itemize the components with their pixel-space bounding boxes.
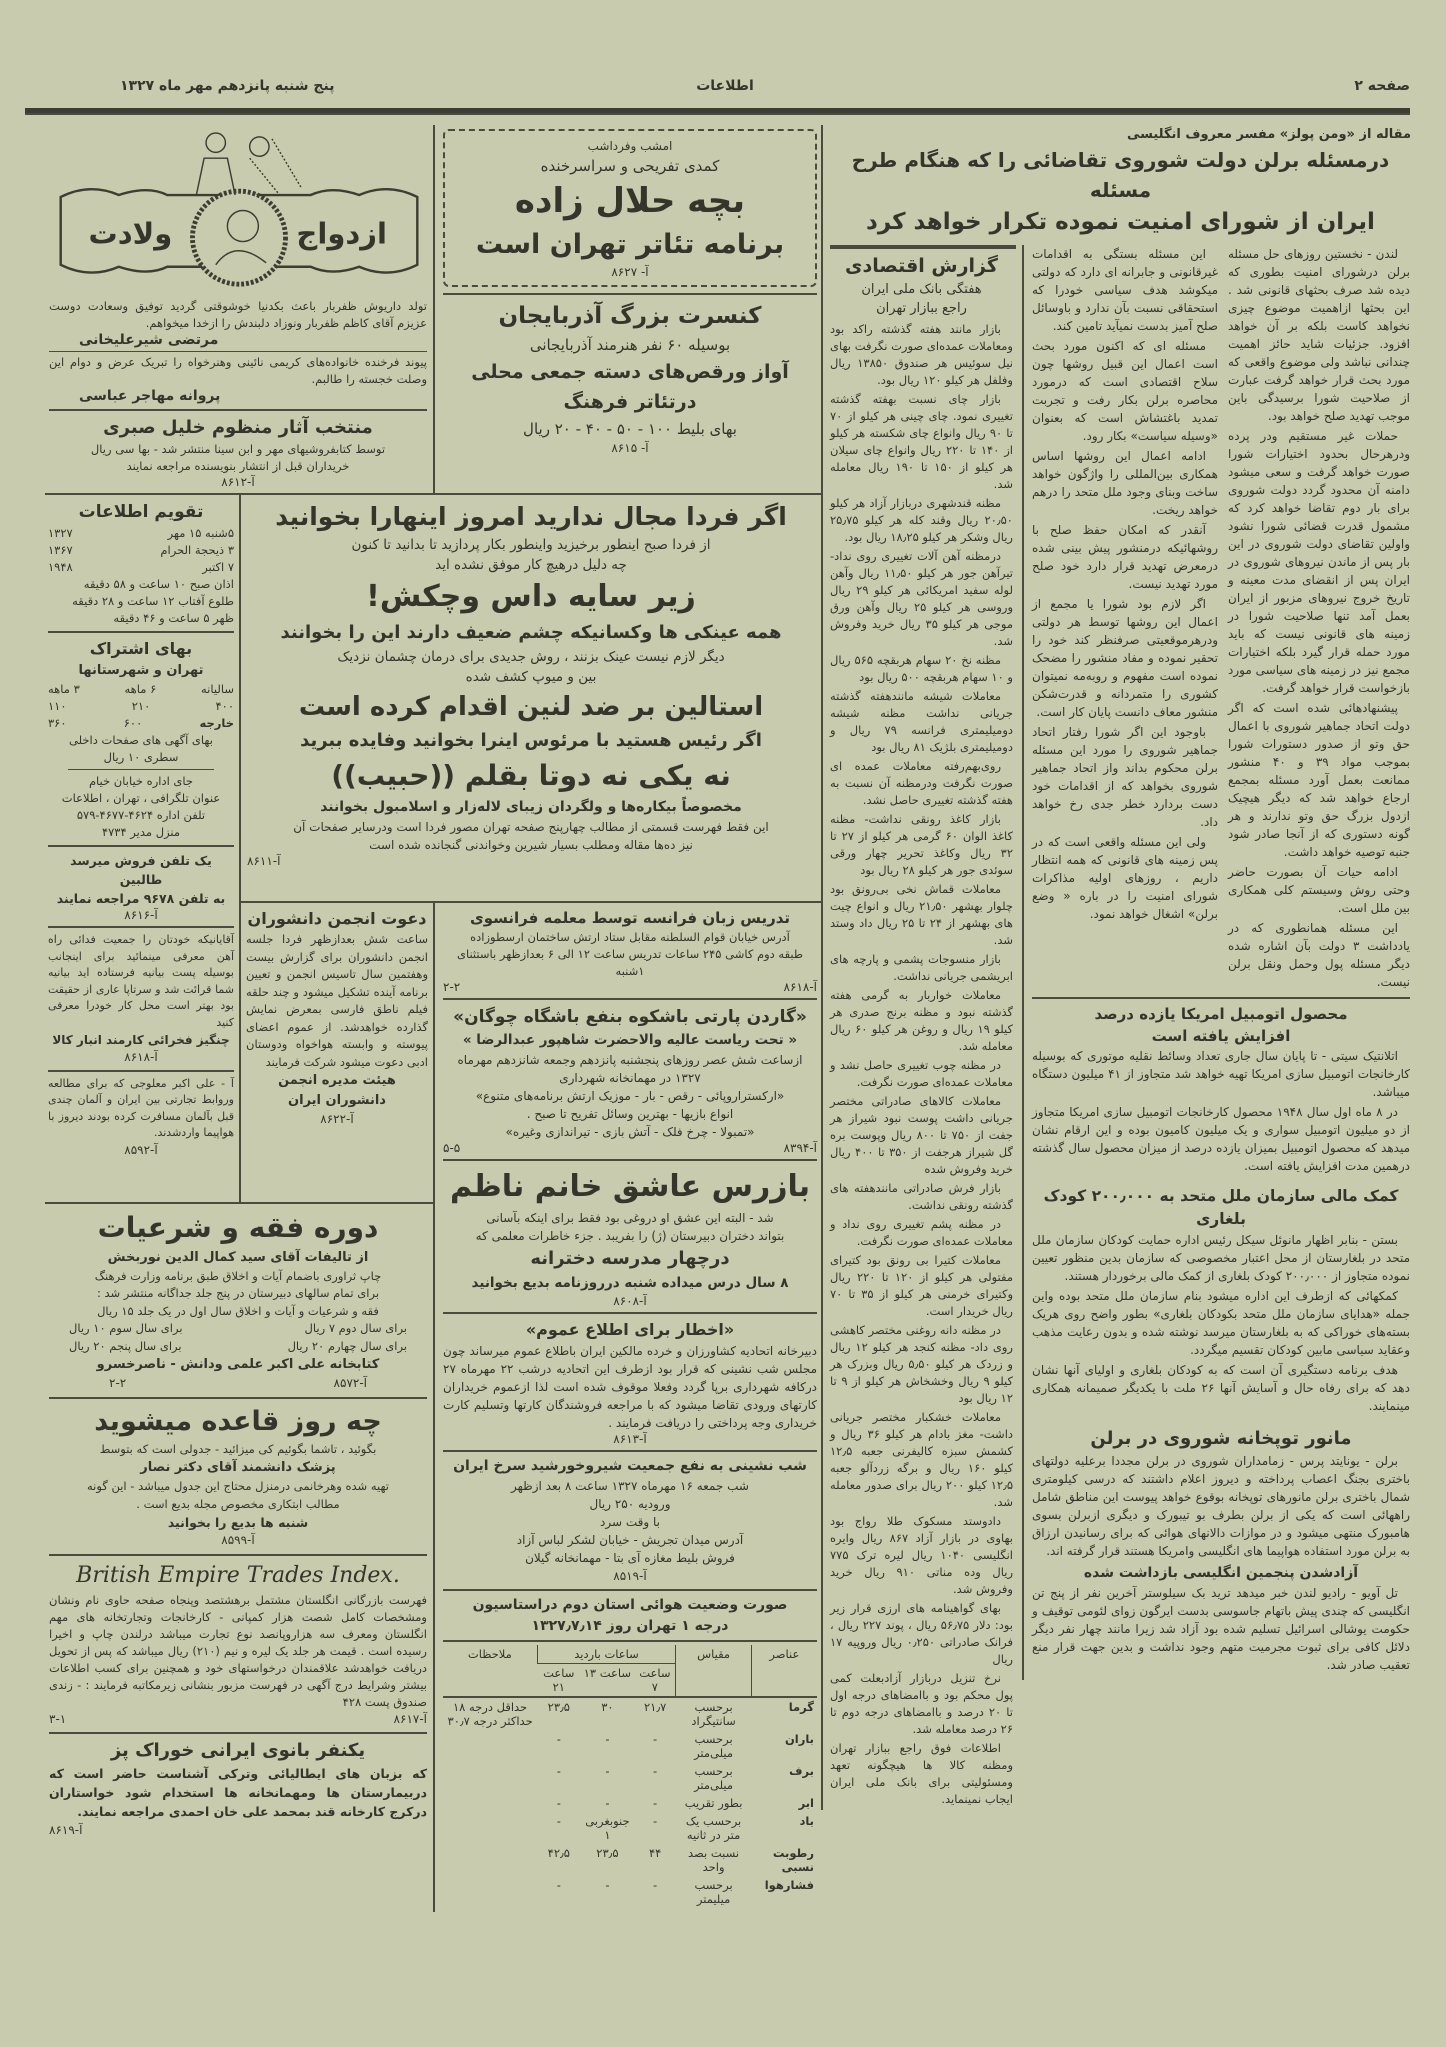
ad-french [443,903,817,998]
paragraph: تل آویو - رادیو لندن خبر میدهد ترید بک سیلوستر آخرین نفر از پنج تن انگلیسی که چندی پیش باتهام جاسوسی بدست ایرگون زوای لئومی توقیف و حکومت یوشالی اسرائیل تسلیم شده بود آزاد شد زیرا مانند چهار نفر دیگر دلائل کافی برای ثبوت مجرمیت متهم وجود نداشت و بدین جهت قرار منع تعقیب صادر شد. [1032,1586,1410,1672]
middle-lower-area [435,901,821,1912]
col-header: عناصر [751,1645,817,1697]
paragraph: بستن - بنابر اظهار مانوئل سیکل رئیس اداره حمایت کودکان سازمان ملل متحد در بلغارستان از محل اعتبار مخصوصی که سازمان بدین منظور تعیین نموده متجاوز از ۲۰۰٫۰۰۰ کودک بلغاری از کمک مالی برخوردار هستند. [1032,1233,1410,1283]
lead-article-body [1032,245,1410,993]
paragraph: ولی این مسئله واقعی است که در پس زمینه های قانونی که همه انتظار داریم ، روزهای اولیه مذاکرات شورای امنیت را در باره « وضع برلن» اشغال خواهد نمود. [1032,835,1218,921]
ad-title: British Empire Trades Index. [76,1562,400,1588]
ad-text: این فقط فهرست قسمتی از مطالب چهارپنج صفحه تهران مصور فردا است ودرسایر صفحات آن [293,820,769,834]
ad-text: بتواند دختران دبیرستان (ژ) را بفریبد . جزء خاطرات معلمی که [475,1229,785,1244]
ad-price-text: سطری ۱۰ ریال [103,750,179,764]
paragraph: اطلاعات فوق راجع ببازار تهران ومظنه کالا ها هیچگونه تعهد ومسئولیتی برای بانک ملی ایران ایجاب نمینماید. [830,1741,1013,1806]
ad-code: آ-۸۶۱۳ [613,1432,647,1447]
notice-signature: مرتضی شیرعلیخانی [79,332,219,348]
weather-cell: ۲۳٫۵ [596,1846,619,1861]
ad-text: فقه و شرعیات و آیات و اخلاق سال اول در یک جلد ۱۵ ریال [97,1303,379,1318]
weather-cell: جنوبغربی ۱ [585,1814,630,1843]
paragraph: در مظنه دانه روغنی مختصر کاهشی روی داد- مظنه کنجد هر کیلو ۱۲ ریال و زردک هر کیلو ۵٫۵۰ ریال وبزرک هر کیلو ۹ ریال وخشخاش هر کیلو از ۹ تا ۱۲ ریال بود [830,1323,1013,1405]
calendar-cell: ۳ ذیحجة الحرام [160,543,234,557]
paragraph: بهای گواهینامه های ارزی قرار زیر بود: دلار ۵۶٫۷۵ ریال ، پوند ۲۲۷ ریال ، فرانک صادراتی ۰٫۲۵۰ ریال وروپیه ۱۷ ریال [830,1601,1014,1666]
paragraph: معاملات خواربار به گرمی هفته گذشته نبود و مظنه برنج صدری هر کیلو ۱۹ ریال و روغن هر کیلو ۶۰ ریال معامله شد. [830,988,1013,1053]
ad-code: آ-۸۳۹۴ [783,1141,817,1156]
ad-text: شنبه ها بدیع را بخوانید [167,1515,309,1530]
congrats-notices [49,298,427,405]
ad-cook [49,1732,427,1844]
ad-run: ۳-۱ [49,1711,67,1726]
ad-run: ۵-۵ [443,1141,461,1156]
weather-cell: ۳۰ [601,1700,614,1715]
subscription-col: ۳ ماهه [48,682,80,696]
ad-title: بچه حلال زاده [514,181,746,221]
ad-text: کمدی تفریحی و سراسرخنده [540,157,720,175]
weather-cell: - [556,1764,561,1779]
notice-ali [48,1070,234,1163]
price-label: خارجه [199,716,234,730]
paragraph: در مظنه چوب تغییری حاصل نشد و معاملات عمده‌ای صورت نگرفت. [830,1058,1013,1089]
ad-code: آ-۸۶۱۱ [247,854,281,868]
notice-text: آ - علی اکبر معلوجی که برای مطالعه وروابط تجارتی بین ایران و آلمان چندی قبل بآلمان مسافرت کرده بودند دیروز با هواپیما واردشدند. [48,1076,234,1139]
paragraph: کمکهائی که ازطرف این اداره میشود بنام سازمان ملل متحد بوده واین جمله «هدایای سازمان ملل متحد بکودکان بلغاری» بطور واضح روی هریک بسته‌های خوراکی که به بلغارستان میرسد نوشته شده و بدون رعایت مذهب وعقاید سیاسی مابین کودکان تقسیم میگردد. [1032,1289,1410,1357]
calendar-cell: ۱۹۴۸ [48,560,73,574]
subscription-col: سالیانه [201,682,234,696]
article-headline: کمک مالی سازمان ملل متحد به ۲۰۰٫۰۰۰ کودک بلغاری [1043,1187,1399,1228]
ad-text: از فردا صبح اینطور برخیزید واینطور بکار پردازید تا بدانید تا کنون [351,537,711,553]
ad-text: طبقه دوم کاشی ۲۴۵ ساعات تدریس ساعت ۱۲ الی ۶ بعدازظهر باستثنای ۱شنبه [456,947,804,979]
ad-text: دبیرخانه اتحادیه کشاورزان و خرده مالکین ایران باطلاع عموم میرساند چون مجلس شب نشینی که قرار بود ازطرف این اتحادیه درشب ۲۲ مهرماه ۲۷ درکافه شهرداری برپا گردد وفعلا موقوف شده است لذا ازعموم خریداران کارتهای ورودی تقاضا میشود که با مراجعه فروشندگان کارتها وتسلیم کارت خریداری وجه پرداختی را دریافت فرمایند . [443,1344,817,1431]
ad-text: بین و میوپ کشف شده [465,669,597,685]
ad-code: آ-۸۶۱۲ [221,475,255,489]
ad-title: شب نشینی به نفع جمعیت شیروخورشید سرخ ایران [453,1458,807,1475]
weather-title: صورت وضعیت هوائی استان دوم دراستاسیون [472,1597,788,1614]
un-aid-article [1032,1181,1410,1421]
ad-text: « تحت ریاست عالیه والاحضرت شاهپور عبدالرضا » [462,1032,798,1049]
paragraph: معاملات شیشه مانندهفته گذشته جریانی نداشت مظنه شیشه دومیلیمتری فرانسه ۷۹ ریال و دومیلیمتری بلژیک ۸۱ ریال بود [830,689,1013,754]
ad-seller: کتابخانه علی اکبر علمی ودانش - ناصرخسرو [96,1357,380,1372]
ad-text: «ارکستراروپائی - رقص - بار - موزیک ارتش برنامه‌های متنوع» [475,1089,785,1104]
ad-garden-party [443,998,817,1159]
ad-inspector [443,1159,817,1312]
subscription-col: ۶ ماهه [124,682,157,696]
weather-cell: - [653,1814,658,1829]
ad-title: اگر رئیس هستید با مرئوس اینرا بخوانید وفایده ببرید [300,730,762,751]
weather-cell [443,1762,537,1794]
office-telegraph: عنوان تلگرافی ، تهران ، اطلاعات [61,791,221,805]
ad-text: بگوئید ، تاشما بگوئیم کی میزائید - جدولی است که بتوسط [99,1441,377,1456]
ad-code: آ-۸۵۷۲ [333,1376,367,1390]
ad-poems [49,409,427,493]
ad-title: «اخطار برای اطلاع عموم» [525,1320,735,1340]
calendar-row [48,542,234,559]
weather-cell: - [605,1732,610,1747]
weather-cell: برحسب میلی‌متر [694,1764,734,1793]
weather-cell: - [556,1814,561,1829]
ad-code: آ-۸۶۱۹ [49,1822,83,1837]
ad-title: استالین بر ضد لنین اقدام کرده است [298,692,764,722]
right-column [1022,245,1410,1680]
ad-text: خریداران قبل از انتشار بنویسنده مراجعه نمایند [126,459,350,473]
wedding-birth-banner [49,125,427,409]
paragraph: بازار کاغذ رونقی نداشت- مظنه کاغذ الوان ۶۰ گرمی هر کیلو از ۲۷ تا ۳۲ ریال وکاغذ تحریر چهار ورقی سوئدی جور هر کیلو ۲۸ ریال بود [830,812,1013,877]
col-header: مقیاس [676,1645,751,1697]
ad-british-trades [49,1554,427,1732]
ad-title: نه یکی نه دوتا بقلم ((حبیب)) [331,759,731,792]
paragraph: در مظنه پشم تغییری روی نداد و معاملات عمده‌ای صورت نگرفت. [830,1217,1013,1248]
ad-text: ازساعت شش عصر روزهای پنجشنبه پانزدهم وجمعه شانزدهم مهرماه [457,1053,803,1068]
weather-row [443,1697,817,1730]
ad-title: همه عینکی ها وکسانیکه چشم ضعیف دارند این را بخوانند [280,622,782,643]
weather-cell: رطوبت نسبی [772,1846,814,1875]
ad-text: که بزبان های ایطالیائی وترکی آشناست حاضر است که دربیمارستان ها ومهمانخانه ها استخدام شود خواستاران درکرج کارخانه قند بمحمد علی خان احمدی مراجعه نمایند. [49,1765,427,1819]
office-address: جای اداره خیابان خیام [88,774,194,788]
ad-title: دوره فقه و شرعیات [97,1210,379,1244]
subscription-region: تهران و شهرستانها [78,663,204,678]
weather-cell: حداقل درجه ۱۸ حداکثر درجه ۳۰٫۷ [447,1700,533,1729]
paper-name: اطلاعات [696,78,754,94]
weather-cell: بطور تقریب [684,1796,743,1811]
banner-word: ازدواج [296,216,388,251]
weather-cell: برحسب میلی‌متر [694,1732,734,1761]
weather-cell: - [605,1796,610,1811]
weather-cell [443,1876,537,1908]
article-headline: محصول اتومبیل امریکا یازده درصد [1094,1005,1348,1023]
weather-cell: - [556,1796,561,1811]
paragraph: این مسئله همانطوری که در یادداشت ۳ دولت بآن اشاره شده دیگر مسئله پول وحمل ونقل برلن نیست. [1228,921,1410,989]
paragraph: معاملات خشکبار مختصر جریانی داشت- مغز بادام هر کیلو ۳۶ ریال و کشمش سبزه کالیفرنی جعبه ۱۲٫۵ کیلو ۱۶۰ ریال و برگه زردآلو جعبه ۱۲٫۵ کیلو ۲۰۰ ریال برای صدور معامله شد. [830,1410,1014,1509]
paragraph: پیشنهادهائی شده است که اگر دولت اتحاد جماهیر شوروی با اعمال حق وتو از صدور دستورات شورا بموجب مواد ۳۹ و ۴۰ منشور ممانعت بعمل آورد مسئله بمجمع ارجاع خواهد شد که دیگر هیچیک ازدول بزرگ حق وتو ندارند و هر گونه دستوری که از آنجا صادر شود جنبه توصیه خواهد داشت. [1228,701,1410,859]
ad-text: چاپ ثراوری باضمام آیات و اخلاق طبق برنامه وزارت فرهنگ [94,1268,382,1283]
paragraph: مسئله ای که اکنون مورد بحث است اعمال این قبیل روشها چون سلاح اقتصادی است که درمورد محاصره برلن بکار رفت و تجربت تمدید باغتشاش است که بعنوان «وسیله سیاست» بکار رود. [1032,339,1218,443]
col-header: ملاحظات [443,1645,537,1697]
ad-text: چه دلیل درهیچ کار موفق نشده اید [435,557,627,573]
weather-cell: - [653,1732,658,1747]
paragraph: ادامه اعمال این روشها اساس همکاری بین‌المللی را واژگون خواهد ساخت وبنای وجود ملل متحد را درهم خواهد ریخت. [1032,449,1218,517]
ad-title: کنسرت بزرگ آذربایجان [498,303,762,329]
calendar-cell: ۱۳۶۷ [48,543,73,557]
col-header: ساعات باردید [537,1645,676,1664]
ad-code: آ-۸۶۲۲ [320,1112,354,1127]
calendar-row [48,559,234,576]
col-header: ساعت ۲۱ [537,1664,580,1698]
ad-fiqh [49,1204,427,1397]
article-headline: مانور توپخانه شوروی در برلن [1090,1428,1352,1449]
price: ۴۰۰ [215,699,234,713]
bride-icon [250,137,269,156]
paragraph: بازار منسوجات پشمی و پارچه های ابریشمی جریانی نداشت. [830,952,1013,983]
report-subtitle: هفتگی بانک ملی ایران [861,282,982,297]
report-body [830,321,1013,1808]
ad-title: اگر فردا مجال ندارید امروز اینهارا بخوانید [275,502,787,531]
weather-cell [443,1794,537,1812]
ad-text: پزشک دانشمند آقای دکتر نصار [140,1460,336,1475]
left-bottom-area [45,1202,435,1913]
weather-cell [443,1730,537,1762]
ad-title: درچهار مدرسه دخترانه [530,1248,730,1270]
ad-text: یک تلفن فروش میرسد طالبین [70,853,212,887]
ad-run: ۲-۲ [109,1376,127,1390]
ad-text: «تمبولا - چرخ فلک - آتش بازی - تیراندازی وغیره» [505,1125,755,1140]
autos-article [1032,997,1410,1181]
paragraph: آنقدر که امکان حفظ صلح با روشهائیکه درمنشور پیش بینی شده درمعرض تهدید قرار دارد خود صلح مورد تهدید نیست. [1032,523,1218,591]
left-middle-columns [45,125,821,1912]
weather-row [443,1844,817,1876]
paragraph: دادوستد مسکوک طلا رواج بود بهاوی در بازار آزاد ۸۶۷ ریال وایره انگلیسی ۱۰۴۰ ریال لیره ترک ۷۷۵ ریال وده مناتی ۹۱۰ ریال خرید وفروش شد. [830,1514,1013,1596]
weather-cell [443,1812,537,1844]
weather-cell: باد [799,1814,814,1829]
ad-code: آ-۸۶۱۶ [124,908,158,922]
ad-text: آدرس خیابان قوام السلطنه مقابل ستاد ارتش ساختمان ارسطوزاده [470,930,790,945]
notice-text: پیوند فرخنده خانواده‌های کریمی نائینی وهنرخواه را تبریک عرض و دوام این وصلت خجسته را طالبم. [49,351,427,388]
notice-text: آقایانیکه خودتان را جمعیت فدائی راه آهن معرفی مینمائید برای اینجانب بوسیله پست بیانیه فرستاده اید بیانیه شما قرائت شد و سرتاپا عاری از حقیقت بود بهتر است محل کار خودرا معرفی کنید [48,933,234,1029]
weather-cell: ۴۴ [648,1846,662,1861]
weather-cell [443,1844,537,1876]
weather-cell: ۴۲٫۵ [547,1846,570,1861]
calendar-cell: ۱۳۲۷ [48,526,73,540]
ad-text: مخصوصاً بیکاره‌ها و ولگردان زیبای لاله‌زار و اسلامبول بخوانند [320,799,742,815]
price: ۱۱۰ [48,699,67,713]
ad-price: بهای بلیط ۱۰۰ - ۵۰ - ۴۰ - ۲۰ ریال [523,420,737,438]
masthead [40,78,1410,102]
ad-text: انواع بازیها - بهترین وسائل تفریح تا صبح . [526,1107,734,1122]
ad-code: آ-۸۵۹۹ [221,1533,255,1547]
ad-code: آ-۸۵۹۲ [124,1142,158,1157]
ad-text: ورودیه ۲۵۰ ریال [589,1497,671,1512]
article-headline: افزایش یافته است [1151,1027,1291,1045]
ad-text: آواز ورقص‌های دسته جمعی محلی [471,361,789,383]
weather-report [443,1589,817,1912]
ad-title: زیر سایه داس وچکش! [366,579,696,614]
ad-code: آ- ۸۶۱۵ [611,441,649,455]
paragraph: در ۸ ماه اول سال ۱۹۴۸ محصول کارخانجات اتومبیل سازی امریکا متجاوز از دو میلیون اتومبیل سواری و یک میلیون کامیون بوده و این ارقام نشان میدهد که محصول اتومبیل بمیزان یازده درصد از میزان محصول سال گذشته درهمین مدت افزایش یافته است. [1032,1105,1410,1173]
paragraph: مظنه نخ ۲۰ سهام هربقچه ۵۶۵ ریال و ۱۰ سهام هربقچه ۵۰۰ ریال بود [830,653,1013,684]
ad-text: امشب وفرداشب [587,139,673,153]
weather-cell: - [653,1764,658,1779]
left-small-boxes [45,493,241,1202]
lead-article-col-right [1228,245,1410,993]
paragraph: نرخ تنزیل دربازار آزادبعلت کمی پول محکم بود و باامضاهای درجه اول تا ۲۰ درصد و باامضاهای درجه دوم تا ۲۶ درصد معامله شد. [830,1671,1013,1736]
lead-article-col-left [1032,245,1218,993]
ad-code: آ-۸۶۰۸ [613,1294,647,1309]
price: برای سال پنجم ۲۰ ریال [69,1338,182,1353]
paragraph: لندن - نخستین روزهای حل مسئله برلن درشورای امنیت بطوری که دیده شد صرف بحثهای قانونی شد . این بحثها ازاهمیت موضوع چیزی نخواهد کاست بلکه بر آن خواهد افزود. جزئیات شاید حائز اهمیت چندانی نباشد ولی موضوع واقعی که مورد بحث قرار خواهد گرفت عبارت از صلاحیت شورا برسیدگی باین موجب تهدید صلح خواهد بود. [1228,247,1410,423]
ad-text: فهرست بازرگانی انگلستان مشتمل برهشتصد وپنجاه صفحه حاوی نام ونشان ومشخصات کامل شصت هزار کمپانی - کارخانجات وتجارتخانه های مهم انگلستان ومعرف سه هزاروپانصد نوع تجارت میباشد درلندن چاپ و اخیرا رسیده است . قیمت هر جلد یک لیره و نیم (۲۱۰) ریال میباشد که پس از تحویل دریافت خواهدشد علاقمندان درخواستهای خود و همچنین برای کسب اطلاعات بیشتر وشرایط درج آگهی در فهرست مزبور بنشانی زیرمکاتبه فرمایند : - زندی صندوق پست ۴۲۸ [49,1592,427,1709]
weather-cell: گرما [788,1700,814,1715]
weather-cell: ابر [798,1796,814,1811]
price: برای سال چهارم ۲۰ ریال [287,1338,407,1353]
page-number: صفحه ۲ [1354,78,1410,94]
calendar-title: تقویم اطلاعات [78,502,204,522]
ad-code: آ-۸۶۱۷ [393,1711,427,1726]
weather-cell: نسبت بصد واحد [688,1846,740,1875]
weather-row [443,1876,817,1908]
paragraph: حملات غیر مستقیم ودر پرده ودرهرحال بحدود اختیارات شورا صورت خواهد گرفت و سعی میشود دامنه آن محدود گردد دولت شوروی برای بار دوم تقاضا خواهد کرد که مشمول قدرت قضائی شورا نشود واولین تقاضای دولت شوروی در این بار پس از ماندن نیروهای شوروی در ایران پس از انقضای مدت معینه و تاریخ خروج نیروهای مزبور از ایران بعمل آمد تنها صلاحیت شورا در زمینه های قانونی نیست که باید مورد حمله قرار گیرد بلکه اختیارات مجمع نیز در زمینه های سیاسی مورد بازخواست قرار خواهد گرفت. [1228,429,1410,695]
ad-text: درتئاتر فرهنگ [563,391,697,413]
price: ۳۶۰ [48,716,67,730]
weather-cell: برحسب سانتیگراد [691,1700,736,1729]
weather-cell: - [605,1764,610,1779]
ad-text: از تالیفات آقای سید کمال الدین نوربخش [107,1249,369,1265]
ad-text: توسط کتابفروشیهای مهر و ابن سینا منتشر شد - بها سی ریال [90,442,386,456]
paragraph: ادامه حیات آن بصورت حاضر وحتی روش وسیستم کلی همکاری بین ملل است. [1228,865,1410,915]
ad-red-lion [443,1450,817,1589]
ad-code: آ-۸۶۱۸ [124,1050,158,1064]
ad-text: شب جمعه ۱۶ مهرماه ۱۳۲۷ ساعت ۸ بعد ازظهر [511,1479,749,1494]
weather-cell: برف [789,1764,814,1779]
ad-theatre [443,129,817,287]
ad-text: تهیه شده وهرخانمی درمنزل محتاج این جدول میباشد - این گونه [87,1479,389,1493]
article-headline: آزادشدن پنجمین انگلیسی بازداشت شده [1083,1565,1359,1581]
price: برای سال سوم ۱۰ ریال [69,1321,183,1335]
calendar-row [48,525,234,542]
ad-signature: دانشوران ایران [288,1093,386,1109]
subscription-box [48,631,234,845]
weather-row [443,1812,817,1844]
ad-text: ۸ سال درس میداده شنبه درروزنامه بدیع بخوانید [471,1275,789,1292]
weather-cell: - [605,1878,610,1893]
ad-text: ساعت شش بعدازظهر فردا جلسه انجمن دانشوران برای گزارش بیست وهفتمین سال تاسیس انجمن و تعیین برنامه آینده تشکیل میشود و چند حلقه فیلم ناطق فارسی بمعرض نمایش گذارده خواهدشد. از عموم اعضای پیوسته و وابسته هواخواه ودوستان ادبی دعوت میشود شرکت فرمایند [246,932,428,1069]
left-top-area [45,125,435,493]
ad-title: یکنفر بانوی ایرانی خوراک پز [110,1739,366,1761]
ad-text: به تلفن ۹۶۷۸ مراجعه نمایند [56,891,226,906]
paragraph: روی‌بهم‌رفته معاملات عمده ای صورت نگرفت ودرمظنه آن نسبت به هفته گذشته تغییری حاصل نشد. [830,759,1013,807]
ad-notice [443,1312,817,1450]
banner-word: ولادت [88,216,173,251]
paragraph: درمظنه آهن آلات تغییری روی نداد- تیرآهن جور هر کیلو ۱۱٫۵۰ ریال وآهن لوله سفید امریکائی هر کیلو ۲۹ ریال وروسی هر کیلو ۲۵ ریال وآهن ورق موجی هر کیلو ۳۵ ریال خرید وفروش شد. [830,549,1013,648]
paragraph: معاملات کالاهای صادراتی مختصر جریانی داشت پوست نبود شیراز هر جفت از ۷۵۰ تا ۸۰۰ ریال وپوست بره گل شیراز هرجفت از ۳۵۰ تا ۴۰۰ ریال خرید وفروش شده [830,1094,1013,1176]
paragraph: مظنه قندشهری دربازار آزاد هر کیلو ۲۰٫۵۰ ریال وقند کله هر کیلو ۲۵٫۷۵ ریال وشکر هر کیلو ۱۸٫۲۵ ریال بود. [830,496,1013,544]
ad-text: فروش بلیط مغازه آی بتا - مهمانخانه گیلان [525,1551,735,1566]
weather-table [443,1645,817,1908]
ad-price-text: بهای آگهی های صفحات داخلی [69,733,213,747]
ad-text: آدرس میدان تجریش - خیابان لشکر لباس آزاد [516,1533,744,1548]
groom-icon [206,133,225,152]
weather-row [443,1762,817,1794]
ad-code: آ-۸۵۱۹ [613,1569,647,1584]
ad-run: ۲-۲ [443,980,461,995]
notice-signature: چنگیز فخرائی کارمند انبار کالا [52,1033,230,1047]
paragraph: معاملات قماش نخی بی‌رونق بود چلوار بهشهر ۲۱٫۵۰ ریال و انواع چیت های بهشهر از ۲۴ تا ۲۵ ریال داد وستد شد. [830,882,1014,947]
paragraph: باوجود این اگر شورا رفتار اتحاد جماهیر شوروی را مورد این مسئله برلن محکوم بداند واز اتحاد جماهیر شوروی بخواهد که از اقدامات خود دست بردارد خطر جدی رخ خواهد داد. [1032,725,1218,829]
paragraph: هدف برنامه دستگیری آن است که به کودکان بلغاری و اولیای آنها نشان دهد که برای رفاه حال و آسایش آنها ۲۶ ملت با یکدیگر صمیمانه همکاری مینمایند. [1032,1363,1410,1413]
ad-text: دیگر لازم نیست عینک بزنند ، روش جدیدی برای درمان چشمان نزدیک [337,649,725,665]
weather-row [443,1730,817,1762]
ad-title: چه روز قاعده میشوید [94,1405,382,1437]
calendar-time: ظهر ۵ ساعت و ۴۶ دقیقه [113,611,234,625]
paragraph: اتلانتیک سیتی - تا پایان سال جاری تعداد وسائط نقلیه موتوری که بوسیله کارخانجات اتومبیل سازی امریکا تهیه خواهد شد متجاوز از ۴۱ میلیون دستگاه میباشد. [1032,1049,1411,1099]
weather-cell: برحسب میلیمتر [694,1878,733,1907]
ad-text: ۱۳۲۷ در مهمانخانه شهرداری [559,1071,701,1086]
ad-title: بازرس عاشق خانم ناظم [449,1169,811,1205]
ad-text: برای تمام سالهای دبیرستان در پنج جلد جداگانه منتشر شد : [96,1286,380,1300]
paragraph: برلن - یونایتد پرس - زمامداران شوروی در برلن مجددا برعلیه دولتهای باختری بجنگ اعصاب پرداخته و دیروز اعلام داشتند که درسی کیلومتری شمال باختری برلن مانورهای توپخانه بوقوع خواهد پیوست این مناطق شامل راههائی است که یکی از برلن بطرف بو تیبورک و دیگری ازبرلن بسوی هامبورک منتهی میشود و در موازات دالانهای هوائی که برای رسانیدن ارزاق به برلن مورد استفاده هواپیما های انگلیسی وامریکا هستند قرار گرفته اند. [1032,1454,1410,1558]
price: ۶۰۰ [123,716,143,730]
issue-date: پنج شنبه پانزدهم مهر ماه ۱۳۲۷ [120,78,335,94]
article-kicker: مقاله از «ومن پولز» مفسر معروف انگلیسی [1126,127,1411,142]
ad-code: آ-۸۶۱۸ [783,980,817,995]
lead-article-header [830,125,1411,245]
calendar-cell: ۷ اکتبر [202,560,234,574]
weather-cell: - [556,1878,561,1893]
paragraph: معاملات کتیرا بی رونق بود کتیرای مفتولی هر کیلو از ۱۲۰ تا ۲۲۰ ریال وکتیرای خرمنی هر کیلو از ۳۵ تا ۷۰ ریال خریدار است. [830,1253,1014,1318]
ad-title: منتخب آثار منظوم خلیل صبری [103,417,373,438]
paragraph: بازار فرش صادراتی مانندهفته های گذشته رونقی نداشت. [830,1181,1013,1212]
article-headline: درمسئله برلن دولت شوروی تقاضائی را که هنگام طرح مسئله [851,148,1390,202]
ad-title: برنامه تئاتر تهران است [475,229,785,260]
middle-top-area [435,125,821,493]
weather-subtitle: درجه ۱ تهران روز ۱۳۲۷٫۷٫۱۴ [443,1616,817,1642]
ad-title: دعوت انجمن دانشوران [247,909,427,929]
col-header: ساعت ۷ [634,1664,675,1698]
ad-period-table [49,1397,427,1554]
wedding-illustration [51,129,427,294]
subscription-title: بهای اشتراک [89,639,193,658]
price: برای سال دوم ۷ ریال [304,1321,407,1335]
weather-cell: برحسب یک متر در ثانیه [685,1814,742,1843]
report-title: گزارش اقتصادی [845,255,998,277]
economic-report [830,245,1016,1810]
ad-tehran-mosavar [241,493,821,901]
calendar-time: اذان صبح ۱۰ ساعت و ۵۸ دقیقه [83,577,234,591]
ad-text: نیز ده‌ها مقاله ومطلب بسیار شیرین وخواندنی گنجانده شده است [369,838,693,852]
ad-text: مطالب ابتکاری مخصوص مجله بدیع است . [136,1496,340,1511]
report-subtitle: راجع ببازار تهران [876,301,967,316]
office-phone: تلفن اداره ۴۶۲۴-۴۶۷۷-۵۷۹ [76,808,206,822]
weather-row [443,1794,817,1812]
notice-text: تولد داریوش ظفربار باعث بکدنیا خوشوقتی گردید توفیق وسعادت دوست عزیزم آقای کاظم ظفربار ونوزاد دلبندش را ازخدا میخواهم. [49,299,427,330]
calendar-cell: ۵شنبه ۱۵ مهر [167,526,234,540]
ad-text: با وقت سرد [600,1515,660,1530]
ad-scholars [241,901,435,1201]
weather-cell: - [653,1878,658,1893]
ad-text: شد - البته این عشق او دروغی بود فقط برای اینکه بآسانی [486,1211,774,1226]
calendar-time: طلوع آفتاب ۱۲ ساعت و ۲۸ دقیقه [72,594,234,608]
price: ۲۱۰ [131,699,151,713]
ad-code: آ- ۸۶۲۷ [611,265,649,279]
notice-signature: پروانه مهاجر عباسی [79,388,221,404]
right-columns [821,125,1411,1810]
paragraph: اگر لازم بود شورا یا مجمع از اعمال این روشها توسط هر دولتی ودرهرموقعیتی صرفنظر کند خود را تحقیر نموده و مفاد منشور را مضحک نموده است مفهوم و روبه‌مه نمیتوان کشوری را متمردانه و قدرت‌شکن منشور معاف دانست پایان کار است. [1032,597,1218,719]
office-phone: منزل مدیر ۴۷۳۴ [101,825,181,839]
article-headline: ایران از شورای امنیت نموده تکرار خواهد کرد [866,209,1375,235]
masthead-rule [25,108,1410,115]
notice-gentlemen [48,926,234,1070]
weather-cell: ۲۱٫۷ [644,1700,667,1715]
ad-phone-sale [48,845,234,926]
paragraph: این مسئله بستگی به اقدامات غیرقانونی و جابرانه ای دارد که دولتی میکوشد هدف سیاسی خودرا که استحقاقی نسبت بآن ندارد و باوسائل صلح آمیز بدست نمیآید تامین کند. [1032,247,1218,333]
weather-cell: باران [784,1732,814,1747]
maneuver-article [1032,1421,1410,1680]
ad-text: بوسیله ۶۰ نفر هنرمند آذربایجانی [529,336,731,354]
col-header: ساعت ۱۳ [580,1664,634,1698]
weather-cell: - [653,1796,658,1811]
paragraph: بازار چای نسبت بهفته گذشته تغییری نمود. چای چینی هر کیلو از ۷۰ تا ۹۰ ریال وانواع چای شکسته هر کیلو از ۱۴۰ تا ۲۲۰ ریال وانواع چای سیلان هر کیلو از ۱۵۰ تا ۱۹۰ ریال معامله شد. [830,392,1013,491]
ad-title: تدریس زبان فرانسه توسط معلمه فرانسوی [469,909,791,928]
ad-concert [443,293,817,459]
weather-cell: ۲۳٫۵ [547,1700,570,1715]
weather-cell: - [556,1732,561,1747]
ad-signature: هیئت مدیره انجمن [278,1073,396,1089]
calendar-box [48,495,234,631]
weather-cell: فشارهوا [764,1878,814,1893]
ad-title: «گاردن پارتی باشکوه بنفع باشگاه چوگان» [453,1007,807,1028]
paragraph: بازار مانند هفته گذشته راکد بود ومعاملات عمده‌ای صورت نگرفت بهای نیل سوئیس هر صندوق ۱۳۸۵۰ ریال وفلفل هر کیلو ۱۲۰ ریال بود. [830,322,1013,387]
